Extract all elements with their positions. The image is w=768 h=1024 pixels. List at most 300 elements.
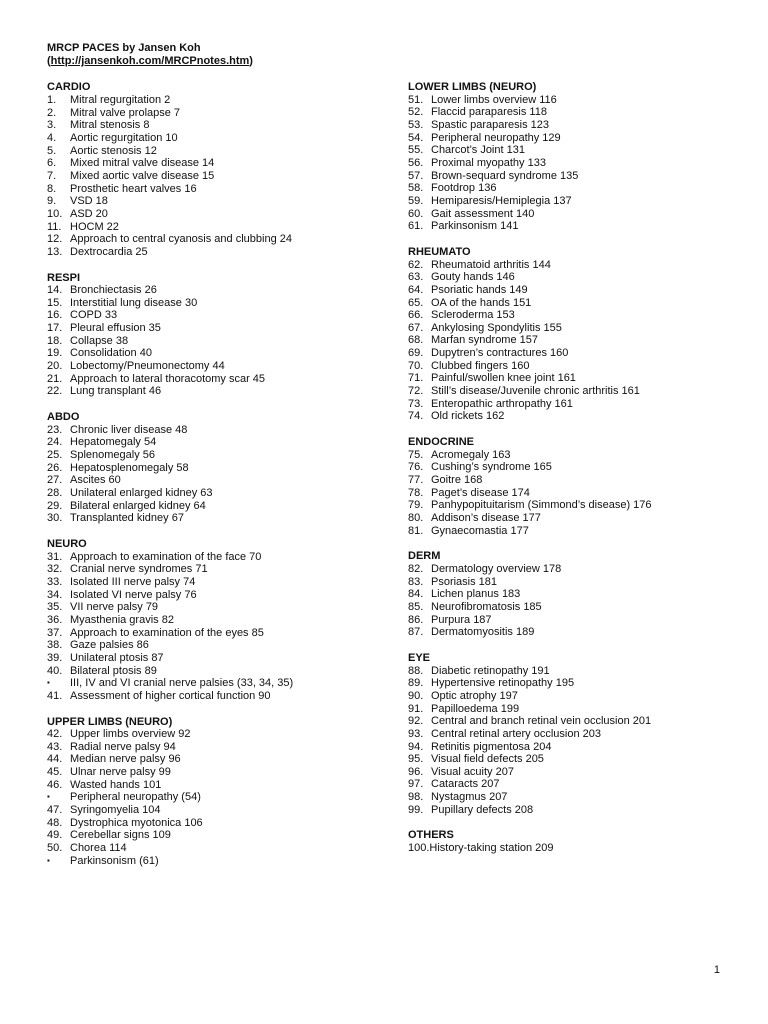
item-text: Approach to examination of the eyes 85 bbox=[70, 626, 264, 639]
item-number: 94. bbox=[408, 740, 424, 753]
item-number: 12. bbox=[47, 233, 63, 246]
item-text: Psoriasis 181 bbox=[431, 575, 498, 588]
item-number: 17. bbox=[47, 322, 63, 335]
section-title: ABDO bbox=[47, 411, 80, 424]
item-text: Panhypopituitarism (Simmond’s disease) 176 bbox=[431, 499, 652, 512]
list-item bbox=[408, 132, 738, 145]
item-text: Dermatomyositis 189 bbox=[431, 626, 535, 639]
list-item bbox=[408, 614, 738, 627]
list-item bbox=[408, 525, 738, 538]
item-number: 83. bbox=[408, 575, 424, 588]
list-item bbox=[408, 309, 738, 322]
item-text: Peripheral neuropathy (54) bbox=[70, 791, 201, 804]
list-item bbox=[47, 563, 382, 576]
item-text: Lung transplant 46 bbox=[70, 385, 162, 398]
left-section-list bbox=[47, 81, 382, 867]
source-line bbox=[47, 55, 382, 68]
list-item bbox=[47, 500, 382, 513]
list-item bbox=[47, 855, 382, 868]
item-text: Gouty hands 146 bbox=[431, 271, 515, 284]
item-text: Brown-sequard syndrome 135 bbox=[431, 169, 579, 182]
item-text: Hepatomegaly 54 bbox=[70, 436, 157, 449]
list-item bbox=[408, 271, 738, 284]
list-item bbox=[47, 690, 382, 703]
item-text: Retinitis pigmentosa 204 bbox=[431, 740, 552, 753]
list-item bbox=[47, 551, 382, 564]
item-number: 16. bbox=[47, 309, 63, 322]
item-text: History-taking station 209 bbox=[429, 842, 554, 855]
item-number: 88. bbox=[408, 664, 424, 677]
list-item bbox=[47, 766, 382, 779]
item-text: Bronchiectasis 26 bbox=[70, 284, 157, 297]
item-number: 52. bbox=[408, 106, 424, 119]
item-number: 22. bbox=[47, 385, 63, 398]
list-item bbox=[408, 804, 738, 817]
list-item bbox=[47, 170, 382, 183]
list-item bbox=[408, 512, 738, 525]
item-number: 30. bbox=[47, 512, 63, 525]
item-text: Isolated III nerve palsy 74 bbox=[70, 575, 196, 588]
item-text: Nystagmus 207 bbox=[431, 791, 508, 804]
item-text: Lichen planus 183 bbox=[431, 588, 521, 601]
item-number: 40. bbox=[47, 664, 63, 677]
item-number: 13. bbox=[47, 245, 63, 258]
list-item bbox=[47, 627, 382, 640]
list-item bbox=[408, 499, 738, 512]
list-item bbox=[47, 424, 382, 437]
list-item bbox=[47, 791, 382, 804]
item-number: 4. bbox=[47, 131, 57, 144]
list-item bbox=[47, 208, 382, 221]
item-number: 32. bbox=[47, 563, 63, 576]
item-text: Addison’s disease 177 bbox=[431, 512, 541, 524]
list-item bbox=[47, 107, 382, 120]
bullet-icon: ▪ bbox=[47, 792, 50, 802]
list-item bbox=[47, 728, 382, 741]
item-number: 84. bbox=[408, 588, 424, 601]
item-number: 27. bbox=[47, 474, 63, 487]
item-text: Marfan syndrome 157 bbox=[431, 334, 538, 347]
item-text: Approach to central cyanosis and clubbing 24 bbox=[70, 233, 292, 246]
list-item bbox=[408, 690, 738, 703]
list-item bbox=[408, 715, 738, 728]
item-text: Mitral regurgitation 2 bbox=[70, 93, 171, 106]
item-text: Hemiparesis/Hemiplegia 137 bbox=[431, 194, 572, 207]
list-item bbox=[408, 372, 738, 385]
list-item bbox=[47, 297, 382, 310]
section-title: RESPI bbox=[47, 271, 81, 284]
item-number: 29. bbox=[47, 499, 63, 512]
item-text: Cranial nerve syndromes 71 bbox=[70, 563, 208, 576]
item-text: Gynaecomastia 177 bbox=[431, 524, 529, 537]
item-number: 58. bbox=[408, 182, 424, 195]
list-item bbox=[47, 347, 382, 360]
section-lower-limbs-neuro bbox=[408, 81, 738, 233]
item-text: Prosthetic heart valves 16 bbox=[70, 182, 197, 195]
list-item bbox=[408, 665, 738, 678]
item-number: 62. bbox=[408, 258, 424, 271]
item-text: Approach to lateral thoracotomy scar 45 bbox=[70, 372, 266, 385]
item-text: Approach to examination of the face 70 bbox=[70, 550, 262, 563]
list-item bbox=[47, 360, 382, 373]
item-text: Cataracts 207 bbox=[431, 778, 500, 791]
item-number: 46. bbox=[47, 778, 63, 791]
list-item bbox=[47, 373, 382, 386]
section-cardio bbox=[47, 81, 382, 258]
item-number: 55. bbox=[408, 144, 424, 157]
item-number: 10. bbox=[47, 207, 63, 220]
item-text: Proximal myopathy 133 bbox=[431, 156, 546, 169]
item-number: 11. bbox=[47, 220, 62, 233]
list-item bbox=[47, 183, 382, 196]
list-item bbox=[408, 449, 738, 462]
list-item bbox=[408, 208, 738, 221]
item-number: 44. bbox=[47, 753, 63, 766]
item-number: 92. bbox=[408, 715, 424, 728]
item-text: Parkinsonism (61) bbox=[70, 854, 159, 867]
list-item bbox=[408, 182, 738, 195]
list-item bbox=[408, 563, 738, 576]
list-item bbox=[47, 639, 382, 652]
list-item bbox=[408, 626, 738, 639]
item-text: Diabetic retinopathy 191 bbox=[431, 664, 550, 677]
list-item bbox=[408, 576, 738, 589]
item-text: Ascites 60 bbox=[70, 474, 121, 487]
item-text: VSD 18 bbox=[70, 195, 108, 208]
list-item bbox=[408, 347, 738, 360]
list-item bbox=[47, 589, 382, 602]
list-item bbox=[47, 677, 382, 690]
item-number: 80. bbox=[408, 512, 424, 524]
section-derm bbox=[408, 550, 738, 639]
item-number: 3. bbox=[47, 119, 57, 132]
section-respi bbox=[47, 272, 382, 399]
item-text: Parkinsonism 141 bbox=[431, 220, 519, 233]
item-text: Still’s disease/Juvenile chronic arthritis 161 bbox=[431, 385, 640, 398]
item-text: Cushing’s syndrome 165 bbox=[431, 461, 552, 474]
item-number: 59. bbox=[408, 194, 424, 207]
item-text: Footdrop 136 bbox=[431, 182, 497, 195]
section-title: DERM bbox=[408, 550, 441, 563]
list-item bbox=[408, 259, 738, 272]
item-text: Myasthenia gravis 82 bbox=[70, 613, 174, 626]
list-item bbox=[408, 842, 738, 855]
item-text: COPD 33 bbox=[70, 309, 118, 322]
item-number: 61. bbox=[408, 220, 424, 233]
list-item bbox=[47, 829, 382, 842]
item-number: 53. bbox=[408, 118, 424, 131]
item-number: 33. bbox=[47, 575, 63, 588]
item-text: Collapse 38 bbox=[70, 334, 129, 347]
item-number: 34. bbox=[47, 588, 63, 601]
list-item bbox=[408, 119, 738, 132]
item-text: Transplanted kidney 67 bbox=[70, 512, 184, 525]
item-text: Optic atrophy 197 bbox=[431, 689, 518, 702]
section-rheumato bbox=[408, 246, 738, 423]
item-number: 14. bbox=[47, 284, 63, 297]
item-text: ASD 20 bbox=[70, 207, 108, 220]
item-number: 70. bbox=[408, 359, 424, 372]
item-text: HOCM 22 bbox=[70, 220, 119, 233]
item-number: 73. bbox=[408, 397, 424, 410]
list-item bbox=[408, 94, 738, 107]
item-text: Pleural effusion 35 bbox=[70, 322, 161, 335]
item-number: 18. bbox=[47, 334, 63, 347]
item-number: 51. bbox=[408, 93, 424, 106]
item-number: 15. bbox=[47, 296, 63, 309]
item-number: 79. bbox=[408, 499, 424, 512]
item-text: Interstitial lung disease 30 bbox=[70, 296, 198, 309]
item-text: Wasted hands 101 bbox=[70, 778, 162, 791]
item-number: 96. bbox=[408, 765, 424, 778]
item-number: 66. bbox=[408, 309, 424, 322]
item-text: Aortic stenosis 12 bbox=[70, 144, 157, 157]
item-text: Upper limbs overview 92 bbox=[70, 728, 191, 741]
item-text: Consolidation 40 bbox=[70, 347, 152, 360]
item-number: 95. bbox=[408, 753, 424, 766]
list-item bbox=[47, 157, 382, 170]
item-text: Old rickets 162 bbox=[431, 410, 505, 423]
item-number: 64. bbox=[408, 283, 424, 296]
list-item bbox=[408, 778, 738, 791]
item-text: Gait assessment 140 bbox=[431, 207, 535, 220]
section-title: OTHERS bbox=[408, 829, 454, 842]
list-item bbox=[47, 741, 382, 754]
item-number: 24. bbox=[47, 436, 63, 449]
item-number: 54. bbox=[408, 131, 424, 144]
item-text: Spastic paraparesis 123 bbox=[431, 118, 550, 131]
item-text: Peripheral neuropathy 129 bbox=[431, 131, 561, 144]
list-item bbox=[408, 157, 738, 170]
item-number: 21. bbox=[47, 372, 63, 385]
list-item bbox=[408, 791, 738, 804]
item-number: 77. bbox=[408, 474, 424, 487]
item-number: 100. bbox=[408, 842, 430, 855]
item-text: Dystrophica myotonica 106 bbox=[70, 816, 203, 829]
item-number: 81. bbox=[408, 524, 424, 537]
item-text: Lobectomy/Pneumonectomy 44 bbox=[70, 360, 225, 373]
item-text: Charcot’s Joint 131 bbox=[431, 144, 525, 157]
list-item bbox=[47, 842, 382, 855]
item-text: Chorea 114 bbox=[70, 842, 127, 855]
list-item bbox=[47, 474, 382, 487]
item-text: Visual acuity 207 bbox=[431, 765, 514, 778]
item-number: 86. bbox=[408, 613, 424, 626]
item-text: Gaze palsies 86 bbox=[70, 639, 149, 652]
item-text: Dextrocardia 25 bbox=[70, 245, 148, 258]
item-text: Enteropathic arthropathy 161 bbox=[431, 397, 573, 410]
list-item bbox=[408, 334, 738, 347]
item-number: 85. bbox=[408, 600, 424, 613]
item-text: Central retinal artery occlusion 203 bbox=[431, 727, 601, 740]
list-item bbox=[408, 322, 738, 335]
section-title: EYE bbox=[408, 651, 431, 664]
list-item bbox=[408, 360, 738, 373]
item-number: 7. bbox=[47, 169, 57, 182]
section-title: LOWER LIMBS (NEURO) bbox=[408, 81, 537, 93]
item-text: Isolated VI nerve palsy 76 bbox=[70, 588, 197, 601]
list-item bbox=[408, 144, 738, 157]
item-text: Unilateral ptosis 87 bbox=[70, 651, 164, 664]
item-text: Splenomegaly 56 bbox=[70, 449, 156, 462]
item-number: 43. bbox=[47, 740, 63, 753]
left-column bbox=[47, 42, 382, 880]
item-text: Scleroderma 153 bbox=[431, 309, 515, 322]
item-number: 31. bbox=[47, 550, 63, 563]
item-number: 91. bbox=[408, 702, 424, 715]
item-number: 90. bbox=[408, 689, 424, 702]
item-text: Chronic liver disease 48 bbox=[70, 423, 188, 436]
paren-open: ( bbox=[47, 54, 51, 67]
item-number: 35. bbox=[47, 601, 63, 614]
bullet-icon: ▪ bbox=[47, 678, 50, 688]
item-text: Mixed mitral valve disease 14 bbox=[70, 157, 215, 170]
item-text: Dupytren’s contractures 160 bbox=[431, 347, 569, 360]
item-text: Pupillary defects 208 bbox=[431, 803, 534, 816]
section-eye bbox=[408, 652, 738, 817]
item-number: 38. bbox=[47, 639, 63, 652]
item-number: 39. bbox=[47, 651, 63, 664]
list-item bbox=[408, 703, 738, 716]
list-item bbox=[408, 753, 738, 766]
list-item bbox=[47, 817, 382, 830]
section-endocrine bbox=[408, 436, 738, 537]
section-title: CARDIO bbox=[47, 81, 91, 94]
list-item bbox=[408, 728, 738, 741]
item-text: Mitral stenosis 8 bbox=[70, 119, 150, 132]
list-item bbox=[408, 385, 738, 398]
list-item bbox=[408, 220, 738, 233]
item-number: 28. bbox=[47, 487, 63, 499]
item-text: Painful/swollen knee joint 161 bbox=[431, 372, 576, 385]
item-text: Paget’s disease 174 bbox=[431, 486, 530, 499]
item-number: 20. bbox=[47, 360, 63, 373]
item-number: 97. bbox=[408, 778, 424, 791]
item-number: 9. bbox=[47, 195, 57, 208]
item-text: Dermatology overview 178 bbox=[431, 562, 562, 575]
list-item bbox=[47, 221, 382, 234]
item-text: Aortic regurgitation 10 bbox=[70, 131, 178, 144]
list-item bbox=[408, 588, 738, 601]
item-number: 56. bbox=[408, 156, 424, 169]
list-item bbox=[47, 94, 382, 107]
list-item bbox=[408, 410, 738, 423]
item-number: 72. bbox=[408, 385, 424, 398]
item-text: VII nerve palsy 79 bbox=[70, 601, 159, 614]
list-item bbox=[47, 309, 382, 322]
item-number: 60. bbox=[408, 207, 424, 220]
item-text: Neurofibromatosis 185 bbox=[431, 600, 542, 613]
page-number: 1 bbox=[713, 964, 720, 976]
item-text: Clubbed fingers 160 bbox=[431, 359, 530, 372]
list-item bbox=[47, 753, 382, 766]
list-item bbox=[47, 246, 382, 259]
item-number: 65. bbox=[408, 296, 424, 309]
list-item bbox=[408, 677, 738, 690]
item-number: 57. bbox=[408, 169, 424, 182]
list-item bbox=[47, 145, 382, 158]
list-item bbox=[408, 741, 738, 754]
list-item bbox=[47, 779, 382, 792]
list-item bbox=[47, 284, 382, 297]
list-item bbox=[408, 601, 738, 614]
item-number: 2. bbox=[47, 106, 57, 119]
list-item bbox=[47, 576, 382, 589]
list-item bbox=[408, 398, 738, 411]
list-item bbox=[408, 284, 738, 297]
item-number: 25. bbox=[47, 449, 63, 462]
list-item bbox=[408, 461, 738, 474]
item-number: 99. bbox=[408, 803, 424, 816]
section-title: NEURO bbox=[47, 537, 87, 550]
item-number: 8. bbox=[47, 182, 57, 195]
document-header bbox=[47, 42, 382, 67]
item-text: Acromegaly 163 bbox=[431, 448, 511, 461]
item-text: Ulnar nerve palsy 99 bbox=[70, 766, 171, 779]
item-text: Syringomyelia 104 bbox=[70, 804, 161, 817]
list-item bbox=[47, 665, 382, 678]
item-text: Hypertensive retinopathy 195 bbox=[431, 677, 575, 690]
item-number: 89. bbox=[408, 677, 424, 690]
item-number: 42. bbox=[47, 728, 63, 741]
item-text: Ankylosing Spondylitis 155 bbox=[431, 321, 562, 334]
list-item bbox=[408, 474, 738, 487]
list-item bbox=[47, 335, 382, 348]
section-abdo bbox=[47, 411, 382, 525]
item-number: 49. bbox=[47, 829, 63, 842]
item-number: 19. bbox=[47, 347, 63, 360]
item-text: Visual field defects 205 bbox=[431, 753, 544, 766]
source-link[interactable]: http://jansenkoh.com/MRCPnotes.htm bbox=[50, 54, 250, 67]
list-item bbox=[408, 195, 738, 208]
list-item bbox=[408, 487, 738, 500]
item-text: OA of the hands 151 bbox=[431, 296, 532, 309]
right-column bbox=[408, 81, 738, 868]
bullet-icon: ▪ bbox=[47, 855, 50, 865]
item-number: 67. bbox=[408, 321, 424, 334]
list-item bbox=[47, 322, 382, 335]
item-text: Psoriatic hands 149 bbox=[431, 283, 528, 296]
item-number: 6. bbox=[47, 157, 57, 170]
item-text: Mitral valve prolapse 7 bbox=[70, 106, 181, 119]
item-text: Flaccid paraparesis 118 bbox=[431, 106, 547, 119]
item-number: 37. bbox=[47, 626, 63, 639]
list-item bbox=[47, 132, 382, 145]
item-text: Assessment of higher cortical function 90 bbox=[70, 689, 271, 702]
item-number: 1. bbox=[47, 93, 57, 106]
item-text: Median nerve palsy 96 bbox=[70, 753, 181, 766]
item-text: Purpura 187 bbox=[431, 613, 492, 626]
item-text: Hepatosplenomegaly 58 bbox=[70, 461, 189, 474]
item-number: 71. bbox=[408, 372, 424, 385]
list-item bbox=[408, 297, 738, 310]
section-title: UPPER LIMBS (NEURO) bbox=[47, 715, 173, 728]
list-item bbox=[47, 804, 382, 817]
item-number: 47. bbox=[47, 804, 63, 817]
item-number: 50. bbox=[47, 842, 63, 855]
list-item bbox=[47, 233, 382, 246]
item-number: 93. bbox=[408, 727, 424, 740]
item-number: 68. bbox=[408, 334, 424, 347]
section-title: RHEUMATO bbox=[408, 245, 471, 258]
item-text: Lower limbs overview 116 bbox=[431, 93, 557, 106]
item-number: 76. bbox=[408, 461, 424, 474]
list-item bbox=[47, 512, 382, 525]
item-number: 5. bbox=[47, 144, 57, 157]
list-item bbox=[47, 614, 382, 627]
paren-close: ) bbox=[249, 54, 253, 67]
item-text: Mixed aortic valve disease 15 bbox=[70, 169, 215, 182]
